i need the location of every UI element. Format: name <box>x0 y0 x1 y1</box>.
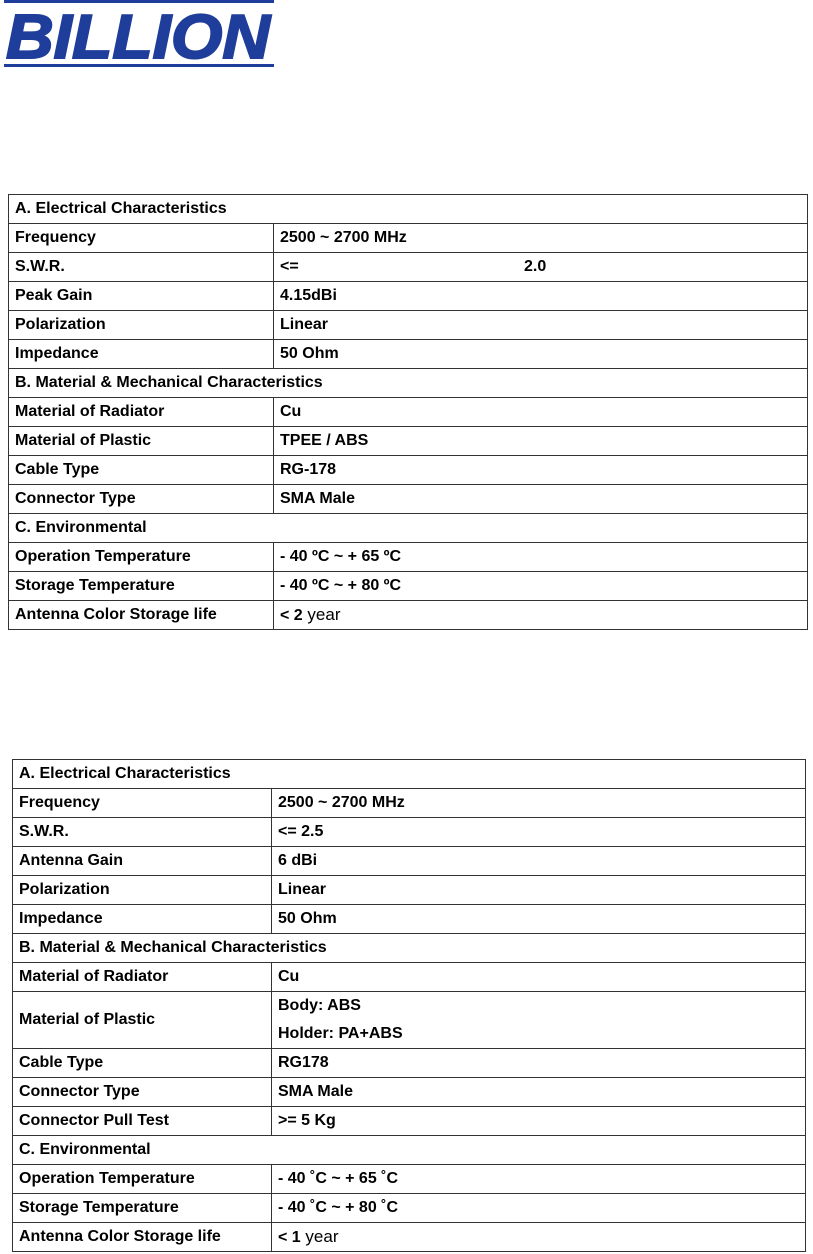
row-label: Peak Gain <box>9 282 274 311</box>
row-value <box>274 253 808 282</box>
row-value <box>272 1223 806 1252</box>
row-value: 4.15dBi <box>274 282 808 311</box>
row-label: Material of Radiator <box>13 963 272 992</box>
row-value: SMA Male <box>274 485 808 514</box>
row-label: Frequency <box>13 789 272 818</box>
row-label: S.W.R. <box>9 253 274 282</box>
row-label: Polarization <box>13 876 272 905</box>
table-row <box>9 282 808 311</box>
table-row <box>9 253 808 282</box>
table-row <box>9 311 808 340</box>
billion-logo <box>4 0 274 68</box>
row-label: Connector Pull Test <box>13 1107 272 1136</box>
storage-life-unit: year <box>300 1227 339 1246</box>
row-label-text: Material of Plastic <box>19 1011 156 1028</box>
row-label: Antenna Color Storage life <box>13 1223 272 1252</box>
row-value: RG-178 <box>274 456 808 485</box>
row-label: Antenna Gain <box>13 847 272 876</box>
row-label: Antenna Color Storage life <box>9 601 274 630</box>
table-row <box>13 876 806 905</box>
row-value: Cu <box>272 963 806 992</box>
row-value: <= 2.5 <box>272 818 806 847</box>
row-label: Storage Temperature <box>13 1194 272 1223</box>
table-row <box>13 1223 806 1252</box>
spec-table-2 <box>12 759 806 1252</box>
row-label: Material of Radiator <box>9 398 274 427</box>
row-value <box>272 992 806 1049</box>
table-row <box>13 1107 806 1136</box>
section-heading-electrical: A. Electrical Characteristics <box>9 195 808 224</box>
storage-life-prefix: < 2 <box>280 607 303 624</box>
row-value: Linear <box>274 311 808 340</box>
table-row <box>13 1194 806 1223</box>
section-row-a <box>13 760 806 789</box>
row-value: - 40 ºC ~ + 65 ºC <box>274 543 808 572</box>
row-value: Linear <box>272 876 806 905</box>
table-row <box>9 224 808 253</box>
row-value: 50 Ohm <box>272 905 806 934</box>
row-label: Material of Plastic <box>9 427 274 456</box>
section-row-b <box>9 369 808 398</box>
table-row <box>9 340 808 369</box>
table-row <box>13 992 806 1049</box>
section-row-a <box>9 195 808 224</box>
section-row-c <box>9 514 808 543</box>
row-label: Frequency <box>9 224 274 253</box>
row-value: RG178 <box>272 1049 806 1078</box>
table-row <box>9 572 808 601</box>
row-label: Impedance <box>9 340 274 369</box>
storage-life-prefix: < 1 <box>278 1229 301 1246</box>
row-label: Connector Type <box>13 1078 272 1107</box>
row-label: Impedance <box>13 905 272 934</box>
logo-text: BILLION <box>6 3 272 68</box>
table-row <box>13 847 806 876</box>
row-value: SMA Male <box>272 1078 806 1107</box>
section-row-c <box>13 1136 806 1165</box>
table-row <box>13 905 806 934</box>
table-row <box>9 456 808 485</box>
table-row <box>13 818 806 847</box>
section-row-b <box>13 934 806 963</box>
swr-operator: <= <box>280 258 299 275</box>
table-row <box>9 427 808 456</box>
row-label <box>13 992 272 1049</box>
section-heading-environmental: C. Environmental <box>13 1136 806 1165</box>
section-heading-mechanical: B. Material & Mechanical Characteristics <box>13 934 806 963</box>
table-row <box>9 601 808 630</box>
swr-number: 2.0 <box>524 258 547 275</box>
row-value: - 40 ºC ~ + 80 ºC <box>274 572 808 601</box>
row-value: 6 dBi <box>272 847 806 876</box>
storage-life-unit: year <box>302 605 341 624</box>
section-heading-environmental: C. Environmental <box>9 514 808 543</box>
row-value: 2500 ~ 2700 MHz <box>274 224 808 253</box>
table-row <box>13 1078 806 1107</box>
section-heading-electrical: A. Electrical Characteristics <box>13 760 806 789</box>
row-label: Cable Type <box>13 1049 272 1078</box>
table-row <box>13 789 806 818</box>
row-value: >= 5 Kg <box>272 1107 806 1136</box>
row-label: Connector Type <box>9 485 274 514</box>
row-label: S.W.R. <box>13 818 272 847</box>
row-label: Polarization <box>9 311 274 340</box>
row-label: Operation Temperature <box>9 543 274 572</box>
row-value <box>274 601 808 630</box>
plastic-body: Body: ABS <box>278 997 361 1014</box>
row-value: - 40 ˚C ~ + 80 ˚C <box>272 1194 806 1223</box>
table-row <box>13 963 806 992</box>
spec-table-1 <box>8 194 808 630</box>
table-row <box>13 1049 806 1078</box>
row-value: TPEE / ABS <box>274 427 808 456</box>
plastic-holder: Holder: PA+ABS <box>278 1025 403 1042</box>
row-label: Storage Temperature <box>9 572 274 601</box>
table-row <box>13 1165 806 1194</box>
row-label: Cable Type <box>9 456 274 485</box>
row-label: Operation Temperature <box>13 1165 272 1194</box>
table-row <box>9 543 808 572</box>
table-row <box>9 485 808 514</box>
row-value: - 40 ˚C ~ + 65 ˚C <box>272 1165 806 1194</box>
row-value: 50 Ohm <box>274 340 808 369</box>
row-value: Cu <box>274 398 808 427</box>
section-heading-mechanical: B. Material & Mechanical Characteristics <box>9 369 808 398</box>
table-row <box>9 398 808 427</box>
row-value: 2500 ~ 2700 MHz <box>272 789 806 818</box>
